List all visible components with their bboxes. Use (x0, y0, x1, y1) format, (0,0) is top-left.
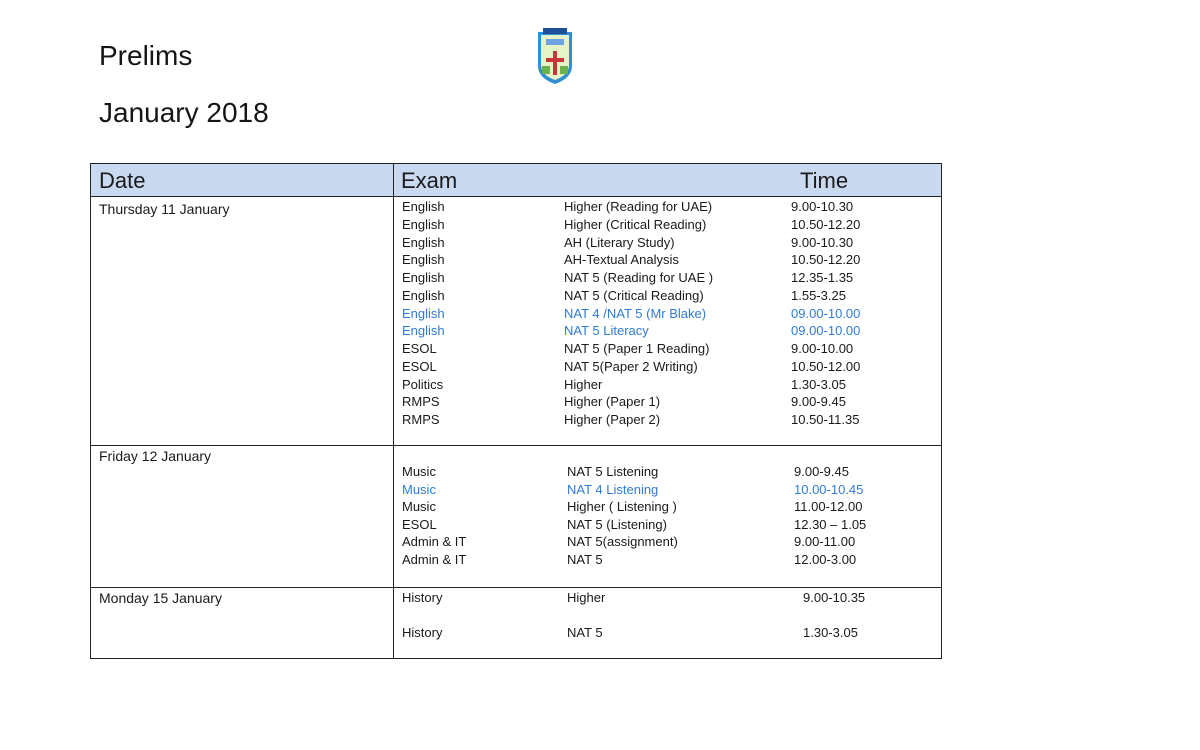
exam-time: 9.00-10.00 (791, 341, 854, 356)
header-date: Date (99, 168, 146, 193)
group-divider (91, 445, 941, 446)
table-row (91, 590, 941, 607)
exam-subject: History (402, 625, 443, 640)
exam-time: 10.50-11.35 (791, 412, 860, 427)
exam-subject: ESOL (402, 358, 437, 374)
exam-time: 10.50-12.20 (791, 252, 861, 268)
exam-level: Higher (Reading for UAE) (564, 199, 713, 214)
exam-subject: ESOL (402, 516, 437, 532)
exam-subject: History (402, 590, 443, 605)
group-divider (91, 587, 941, 588)
exam-subject: RMPS (402, 412, 440, 427)
exam-subject: RMPS (402, 394, 440, 410)
table-header (91, 164, 941, 197)
table-row (91, 517, 941, 534)
exam-time: 10.00-10.45 (794, 481, 864, 497)
table-row (91, 377, 941, 394)
exam-level: Higher (564, 376, 603, 392)
exam-level: NAT 4 Listening (567, 481, 659, 497)
exam-subject: English (402, 305, 445, 321)
school-crest-logo (534, 26, 576, 86)
exam-time: 1.30-3.05 (803, 625, 858, 640)
exam-level: NAT 5 (Reading for UAE ) (564, 270, 714, 285)
table-row (91, 217, 941, 234)
exam-level: Higher (Paper 2) (564, 412, 661, 427)
exam-time: 12.35-1.35 (791, 270, 854, 285)
exam-level: NAT 5 (567, 625, 603, 640)
date-cell: Thursday 11 January (99, 201, 230, 217)
table-row (91, 499, 941, 516)
exam-time: 9.00-10.30 (791, 234, 854, 250)
exam-time: 9.00-9.45 (794, 464, 849, 479)
exam-subject: Music (402, 481, 436, 497)
exam-level: Higher (567, 590, 606, 605)
exam-subject: English (402, 199, 445, 214)
exam-subject: ESOL (402, 341, 437, 356)
exam-time: 9.00-10.35 (803, 590, 866, 605)
exam-level: NAT 5(assignment) (567, 534, 678, 549)
exam-level: NAT 5 Literacy (564, 323, 649, 339)
exam-time: 10.50-12.00 (791, 358, 861, 374)
exam-level: NAT 5 Listening (567, 464, 659, 479)
exam-level: NAT 5(Paper 2 Writing) (564, 358, 698, 374)
exam-subject: Admin & IT (402, 551, 467, 567)
exam-level: NAT 5 (Listening) (567, 516, 667, 532)
exam-subject: Music (402, 499, 436, 514)
table-row (91, 412, 941, 429)
exam-subject: English (402, 234, 445, 250)
table-row (91, 288, 941, 305)
exam-subject: English (402, 323, 445, 339)
exam-subject: English (402, 252, 445, 268)
exam-time: 1.55-3.25 (791, 287, 846, 303)
exam-time: 9.00-10.30 (791, 199, 854, 214)
table-row (91, 482, 941, 499)
exam-subject: English (402, 270, 445, 285)
exam-level: Higher (Critical Reading) (564, 216, 707, 232)
exam-subject: Music (402, 464, 436, 479)
header-exam: Exam (401, 168, 458, 193)
exam-timetable (90, 163, 942, 659)
exam-time: 9.00-11.00 (794, 534, 856, 549)
table-row (91, 625, 941, 642)
table-row (91, 235, 941, 252)
exam-time: 12.30 – 1.05 (794, 516, 867, 532)
table-row (91, 306, 941, 323)
page-subtitle: January 2018 (99, 97, 269, 128)
page-title: Prelims (99, 40, 193, 71)
table-row (91, 394, 941, 411)
exam-time: 09.00-10.00 (791, 305, 861, 321)
exam-time: 11.00-12.00 (794, 499, 863, 514)
exam-level: NAT 5 (Critical Reading) (564, 287, 704, 303)
exam-level: NAT 4 /NAT 5 (Mr Blake) (564, 305, 707, 321)
exam-time: 12.00-3.00 (794, 551, 857, 567)
exam-level: NAT 5 (567, 551, 603, 567)
exam-level: AH (Literary Study) (564, 234, 675, 250)
exam-level: NAT 5 (Paper 1 Reading) (564, 341, 710, 356)
exam-time: 9.00-9.45 (791, 394, 846, 410)
exam-level: Higher ( Listening ) (567, 499, 677, 514)
header-time: Time (800, 168, 849, 193)
table-row (91, 323, 941, 340)
table-row (91, 534, 941, 551)
exam-subject: English (402, 287, 445, 303)
exam-subject: Admin & IT (402, 534, 467, 549)
table-row (91, 199, 941, 216)
table-row (91, 252, 941, 269)
exam-level: AH-Textual Analysis (564, 252, 679, 268)
exam-subject: Politics (402, 376, 444, 392)
table-row (91, 359, 941, 376)
exam-time: 10.50-12.20 (791, 216, 861, 232)
table-row (91, 552, 941, 569)
table-row (91, 270, 941, 287)
table-row (91, 464, 941, 481)
table-row (91, 341, 941, 358)
exam-time: 1.30-3.05 (791, 376, 846, 392)
exam-level: Higher (Paper 1) (564, 394, 661, 410)
date-cell: Friday 12 January (99, 448, 212, 464)
date-cell: Monday 15 January (99, 590, 222, 606)
exam-time: 09.00-10.00 (791, 323, 861, 339)
exam-subject: English (402, 216, 445, 232)
